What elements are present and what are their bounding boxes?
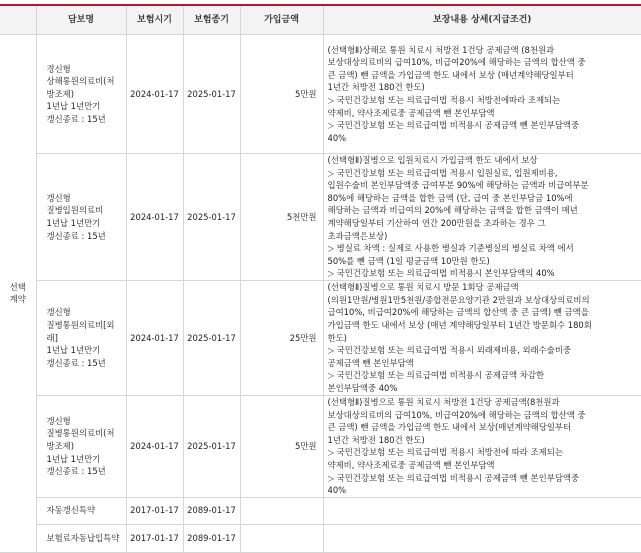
plan-name-line: 갱신형 (46, 192, 71, 203)
details-line: ▷ 병실료 차액 : 실제로 사용한 병실과 기준병실의 병실료 차액 에서 (327, 243, 574, 254)
details-line: 50%를 뺀 금액 (1일 평균금액 10만원 한도) (327, 255, 490, 266)
details-line: (선택형Ⅱ)상해로 통원 치료시 처방전 1건당 공제금액 (8천원과 (327, 44, 555, 55)
end-date-cell: 2025-01-17 (183, 154, 240, 281)
header-end-date: 보험종기 (183, 6, 240, 35)
table-row (0, 154, 641, 281)
end-date-cell: 2025-01-17 (183, 280, 240, 395)
plan-name-line: 갱신종료 : 15년 (46, 230, 106, 241)
header-details: 보장내용 상세(지급조건) (323, 6, 641, 35)
end-date-cell: 2089-01-17 (183, 524, 240, 552)
details-line: (선택형Ⅱ)질병으로 입원치료시 가입금액 한도 내에서 보상 (327, 155, 538, 165)
details-line: 보상대상의료비의 급여10%, 비급여20%에 해당하는 금액의 합산액 중 (327, 57, 586, 68)
plan-name-line: 질병통원의료비(처 (46, 428, 115, 439)
plan-name-line: 갱신종료 : 15년 (46, 113, 106, 124)
amount-cell: 5천만원 (240, 154, 323, 281)
details-line: ▷ 국민건강보험 또는 의료급여법 비적용시 공제금액 뺀 본인부담액중 (327, 120, 580, 131)
category-label: 계약 (9, 294, 26, 305)
details-line: 공제금액 뺀 본인부담액 (327, 357, 414, 368)
plan-name-line: 1년납 1년만기 (46, 345, 101, 356)
plan-name-line: 보험료자동납입특약 (46, 532, 120, 543)
plan-name-line: 갱신형 (46, 415, 71, 426)
start-date-cell: 2024-01-17 (126, 280, 183, 395)
start-date-cell: 2017-01-17 (126, 524, 183, 552)
plan-name-line: 갱신종료 : 15년 (46, 466, 106, 477)
plan-name-line: 방조제) (46, 441, 75, 452)
details-line: 가입금액 한도 내에서 보상 (매년 계약해당일부터 1년간 방문회수 180회 (327, 320, 592, 331)
category-label: 선택 (9, 281, 26, 292)
details-line: 본인부담액중 40% (327, 383, 398, 394)
details-line: 보상대상의료비의 급여10%, 비급여20%에 해당하는 금액의 합산액 중 (327, 409, 586, 420)
plan-name-line: 자동갱신특약 (46, 505, 96, 516)
details-line: ▷ 국민건강보험 또는 의료급여법 적용시 입원실료, 입원제비용, (327, 167, 558, 178)
table-row (0, 395, 641, 497)
details-cell (323, 497, 641, 524)
header-plan-name: 담보명 (36, 6, 126, 35)
plan-name-line: 상해통원의료비(처 (46, 76, 115, 87)
start-date-cell: 2024-01-17 (126, 154, 183, 281)
plan-name-line: 갱신종료 : 15년 (46, 357, 106, 368)
details-line: ▷ 국민건강보험 또는 의료급여법 적용시 처방전에따라 조제되는 (327, 95, 561, 105)
plan-name-line: 1년납 1년만기 (46, 453, 101, 464)
table-row (0, 497, 641, 524)
amount-cell (240, 497, 323, 524)
details-line: 초과금액은보상) (327, 230, 388, 241)
details-line: ▷ 국민건강보험 또는 의료급여법 비적용시 공제금액 뺀 본인부담액중 (327, 472, 580, 483)
details-line: 약제비, 약사조제료중 공제금액 뺀 본인부담액 (327, 459, 495, 470)
details-line: 80%에 해당하는 금액을 합한 금액 (단, 급여 중 본인부담금 10%에 (327, 192, 573, 203)
plan-name-cell (36, 524, 126, 552)
start-date-cell: 2017-01-17 (126, 497, 183, 524)
start-date-cell: 2024-01-17 (126, 35, 183, 154)
header-start-date: 보험시기 (126, 6, 183, 35)
details-line: 입원수술비 본인부담액중 급여부분 90%에 해당하는 금액과 비급여부분 (327, 180, 589, 191)
details-line: 40% (327, 485, 347, 496)
details-cell (323, 280, 641, 395)
details-line: 계약해당일부터 기산하여 연간 200만원을 초과하는 경우 그 (327, 217, 546, 228)
plan-name-cell (36, 280, 126, 395)
details-line: 40% (327, 132, 347, 143)
plan-name-cell (36, 395, 126, 497)
plan-name-line: 갱신형 (46, 307, 71, 318)
start-date-cell: 2024-01-17 (126, 395, 183, 497)
plan-name-line: 래] (46, 332, 58, 343)
details-cell (323, 524, 641, 552)
plan-name-line: 방조제) (46, 88, 75, 99)
plan-name-line: 질병통원의료비[외 (46, 320, 115, 331)
header-category (0, 6, 36, 35)
details-line: 급여10%, 비급여20%에 해당하는 금액의 합산액 중 큰 금액) 뺀 금액을 (327, 307, 589, 318)
details-line: (선택형Ⅱ)질병으로 통원 치료시 방문 1회당 공제금액 (327, 282, 519, 293)
details-line: 큰 금액) 뺀 금액을 가입금액 한도 내에서 보상(매년계약해당일부터 (327, 422, 572, 433)
end-date-cell: 2025-01-17 (183, 35, 240, 154)
details-line: ▷ 국민건강보험 또는 의료급여법 적용시 처방전에 따라 조제되는 (327, 447, 563, 458)
details-cell (323, 395, 641, 497)
details-cell (323, 154, 641, 281)
table-header-row (0, 6, 641, 35)
plan-name-cell (36, 35, 126, 154)
amount-cell: 5만원 (240, 395, 323, 497)
details-line: ▷ 국민건강보험 또는 의료급여법 적용시 외래제비용, 외래수술비중 (327, 345, 572, 356)
amount-cell: 5만원 (240, 35, 323, 154)
amount-cell (240, 524, 323, 552)
details-line: ▷ 국민건강보험 또는 의료급여법 비적용시 공제금액 차감한 (327, 370, 545, 381)
details-line: ▷ 국민건강보험 또는 의료급여법 비적용시 본인부담액의 40% (327, 268, 555, 279)
end-date-cell: 2025-01-17 (183, 395, 240, 497)
table-body (0, 35, 641, 553)
details-line: 약제비, 약사조제료중 공제금액 뺀 본인부담액 (327, 107, 495, 118)
amount-cell: 25만원 (240, 280, 323, 395)
plan-name-line: 1년납 1년만기 (46, 217, 101, 228)
table-row (0, 35, 641, 154)
plan-name-line: 질병입원의료비 (46, 205, 104, 216)
end-date-cell: 2089-01-17 (183, 497, 240, 524)
details-line: 해당하는 금액과 비급여의 20%에 해당하는 금액을 합한 금액이 매년 (327, 205, 578, 216)
table-row (0, 280, 641, 395)
coverage-table (0, 6, 641, 553)
details-line: (의원1만원/병원1만5천원/종합전문요양기관 2만원과 보상대상의료비의 (327, 294, 590, 305)
details-line: 1년간 처방전 180건 한도) (327, 434, 425, 445)
details-line: 큰 금액) 뺀 금액을 가입금액 한도 내에서 보상 (매년계약해당일부터 (327, 69, 574, 80)
details-cell (323, 35, 641, 154)
plan-name-cell (36, 497, 126, 524)
category-cell (0, 35, 36, 553)
table-row (0, 524, 641, 552)
details-line: 1년간 처방전 180건 한도) (327, 82, 425, 93)
details-line: 한도) (327, 332, 347, 343)
plan-name-line: 경신형 (46, 63, 71, 74)
header-amount: 가입금액 (240, 6, 323, 35)
plan-name-line: 1년납 1년만기 (46, 101, 101, 112)
details-line: (선택형Ⅱ)질병으로 통원 치료시 처방전 1건당 공제금액(8천원과 (327, 396, 560, 407)
plan-name-cell (36, 154, 126, 281)
